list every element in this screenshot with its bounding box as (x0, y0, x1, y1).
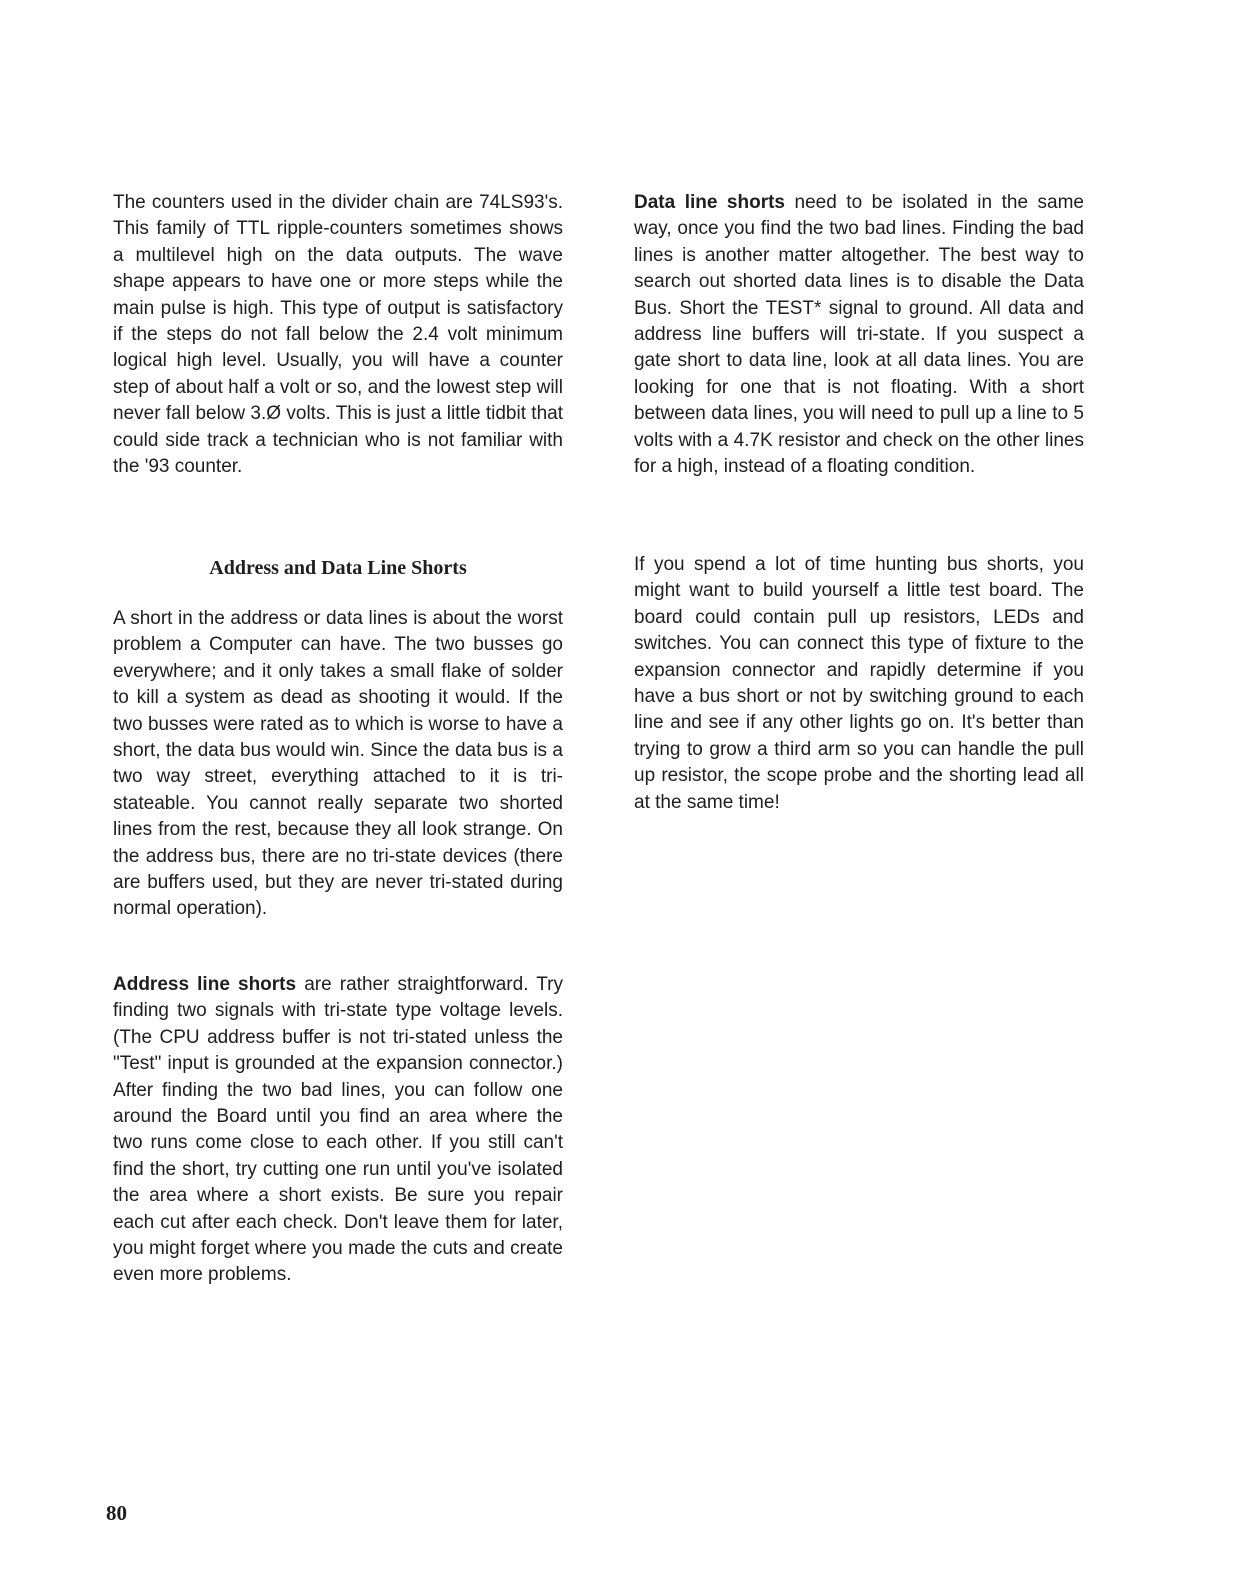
address-line-shorts-body: are rather straightforward. Try finding two signals with tri-state type voltage levels. (The CPU address buffer is not tri-stated unless the "Test" input is grounded at the expansion connector.) After finding the two bad lines, you can follow one around the Board until you find an area where the two runs come close to each other. If you still can't find the short, try cutting one run until you've isolated the area where a short exists. Be sure you repair each cut after each check. Don't leave them for later, you might forget where you made the cuts and create even more problems. (113, 974, 563, 1286)
test-board-paragraph: If you spend a lot of time hunting bus shorts, you might want to build yourself a little test board. The board could contain pull up resistors, LEDs and switches. You can connect this type of fixture to the expansion connector and rapidly determine if you have a bus short or not by switching ground to each line and see if any other lights go on. It's better than trying to grow a third arm so you can handle the pull up resistor, the scope probe and the shorting lead all at the same time! (634, 554, 1084, 813)
section-heading: Address and Data Line Shorts (209, 557, 467, 579)
data-line-shorts-paragraph (634, 190, 1084, 480)
counters-paragraph: The counters used in the divider chain are 74LS93's. This family of TTL ripple-counters sometimes shows a multilevel high on the data outputs. The wave shape appears to have one or more steps while the main pulse is high. This type of output is satisfactory if the steps do not fall below the 2.4 volt minimum logical high level. Usually, you will have a counter step of about half a volt or so, and the lowest step will never fall below 3.Ø volts. This is just a little tidbit that could side track a technician who is not familiar with the '93 counter. (113, 192, 563, 478)
page-number: 80 (106, 1501, 127, 1525)
data-line-shorts-lead: Data line shorts (634, 192, 786, 213)
address-line-shorts-lead: Address line shorts (113, 974, 297, 995)
address-line-shorts-paragraph (113, 972, 563, 1289)
address-data-shorts-paragraph: A short in the address or data lines is about the worst problem a Computer can have. The two busses go everywhere; and it only takes a small flake of solder to kill a system as dead as shooting it would. If the two busses were rated as to which is worse to have a short, the data bus would win. Since the data bus is a two way street, everything attached to it is tri-stateable. You cannot really separate two shorted lines from the rest, because they all look strange. On the address bus, there are no tri-state devices (there are buffers used, but they are never tri-stated during normal operation). (113, 608, 563, 920)
data-line-shorts-body: need to be isolated in the same way, once you find the two bad lines. Finding the bad lines is another matter altogether. The best way to search out shorted data lines is to disable the Data Bus. Short the TEST* signal to ground. All data and address line buffers will tri-state. If you suspect a gate short to data line, look at all data lines. You are looking for one that is not floating. With a short between data lines, you will need to pull up a line to 5 volts with a 4.7K resistor and check on the other lines for a high, instead of a floating condition. (634, 192, 1084, 478)
